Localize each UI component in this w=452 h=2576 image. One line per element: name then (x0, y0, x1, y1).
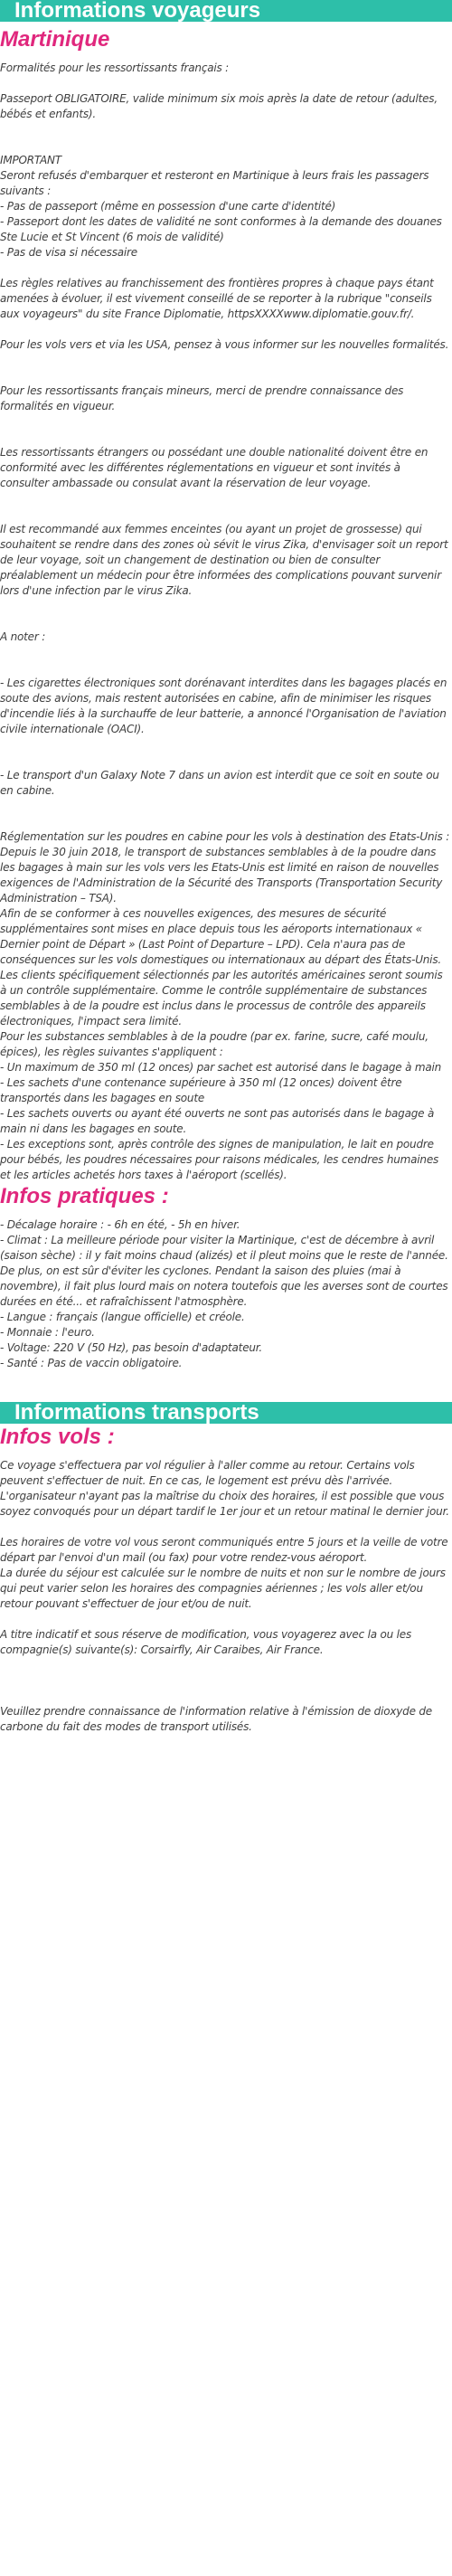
paragraph (0, 491, 452, 507)
paragraph: Il est recommandé aux femmes enceintes (ou ayant un projet de grossesse) qui souhaitent se rendre dans des zones où sévit le virus Zika, d'envisager soit un report de leur voyage, soit un changement de destination ou bien de consulter préalablement un médecin pour être informées des complications pouvant survenir lors d'une infection par le virus Zika. (0, 523, 448, 597)
flights-info-title: Infos vols : (0, 1425, 115, 1449)
paragraph (0, 660, 452, 676)
paragraph: Les ressortissants étrangers ou possédant une double nationalité doivent être en conformité avec les différentes réglementations en vigueur et sont invités à consulter ambassade ou consulat avant la réservation de leur voyage. (0, 446, 428, 489)
paragraph (0, 1673, 452, 1689)
destination-title: Martinique (0, 27, 110, 52)
paragraph (0, 737, 452, 753)
paragraph (0, 368, 452, 384)
paragraph (0, 430, 452, 445)
paragraph: Les règles relatives au franchissement des frontières propres à chaque pays étant amenées à évoluer, il est vivement conseillé de se reporter à la rubrique "conseils aux voyageurs" du site France Diplomatie, httpsXXXXwww.diplomatie.gouv.fr/. (0, 277, 434, 320)
paragraph (0, 753, 452, 768)
practical-info-content (0, 1217, 452, 1371)
paragraph: Formalités pour les ressortissants français : (0, 62, 230, 74)
flights-info-content (0, 1458, 452, 1735)
paragraph (0, 799, 452, 814)
paragraph: Ce voyage s'effectuera par vol régulier à l'aller comme au retour. Certains vols peuvent s'effectuer de nuit. En ce cas, le logement est prévu dès l'arrivée. L'organisateur n'ayant pas la maîtrise du choix des horaires, il est possible que vous soyez convoqués pour un départ tardif le 1er jour et un retour matinal le dernier jour. (0, 1459, 449, 1518)
paragraph (0, 599, 452, 614)
travel-info-content (0, 61, 452, 1183)
paragraph: Veuillez prendre connaissance de l'information relative à l'émission de dioxyde de carbone du fait des modes de transport utilisés. (0, 1705, 432, 1733)
paragraph: IMPORTANT Seront refusés d'embarquer et resteront en Martinique à leurs frais les passagers suivants : - Pas de passeport (même en possession d'une carte d'identité) - Passeport dont les dates de validité ne sont conformes à la demande des douanes Ste Lucie et St Vincent (6 mois de validité) - Pas de visa si nécessaire (0, 154, 442, 259)
paragraph: - Le transport d'un Galaxy Note 7 dans un avion est interdit que ce soit en soute ou en cabine. (0, 769, 439, 797)
paragraph (0, 614, 452, 630)
paragraph (0, 353, 452, 368)
paragraph: A titre indicatif et sous réserve de modification, vous voyagerez avec la ou les compagnie(s) suivante(s): Corsairfly, Air Caraibes, Air France. (0, 1628, 412, 1656)
paragraph: Les horaires de votre vol vous seront communiqués entre 5 jours et la veille de votre départ par l'envoi d'un mail (ou fax) pour votre rendez-vous aéroport. La durée du séjour est calculée sur le nombre de nuits et non sur le nombre de jours qui peut varier selon les horaires des compagnies aériennes ; les vols aller et/ou retour pouvant s'effectuer de jour et/ou de nuit. (0, 1536, 448, 1610)
paragraph (0, 322, 452, 337)
paragraph (0, 414, 452, 430)
paragraph: Réglementation sur les poudres en cabine pour les vols à destination des Etats-Unis : Depuis le 30 juin 2018, le transport de substances semblables à de la poudre dans les bagages à main sur les vols vers les Etats-Unis est limité en raison de nouvelles exigences de l'Administration de la Sécurité des Transports (Transportation Security Administration – TSA). Afin de se conformer à ces nouvelles exigences, des mesures de sécurité supplémentaires sont mises en place depuis tous les aéroports internationaux « Dernier point de Départ » (Last Point of Departure – LPD). Cela n'aura pas de conséquences sur les vols domestiques ou internationaux au départ des États-Unis. Les clients spécifiquement sélectionnés par les autorités américaines seront soumis à un contrôle supplémentaire. Comme le contrôle supplémentaire de substances semblables à de la poudre est inclus dans le processus de contrôle des appareils électroniques, l'impact sera limité. Pour les substances semblables à de la poudre (par ex. farine, sucre, café moulu, épices), les règles suivantes s'appliquent : - Un maximum de 350 ml (12 onces) par sachet est autorisé dans le bagage à main - Les sachets d'une contenance supérieure à 350 ml (12 onces) doivent être transportés dans les bagages en soute - Les sachets ouverts ou ayant été ouverts ne sont pas autorisés dans le bagage à main ni dans les bagages en soute. - Les exceptions sont, après contrôle des signes de manipulation, le lait en poudre pour bébés, les poudres nécessaires pour raisons médicales, les cendres humaines et les articles achetés hors taxes à l'aéroport (scellés). (0, 830, 450, 1181)
paragraph: Passeport OBLIGATOIRE, valide minimum six mois après la date de retour (adultes, bébés et enfants). (0, 92, 438, 120)
paragraph (0, 1520, 452, 1535)
paragraph (0, 122, 452, 137)
paragraph (0, 260, 452, 276)
practical-info-title: Infos pratiques : (0, 1184, 169, 1208)
paragraph: Pour les vols vers et via les USA, pensez à vous informer sur les nouvelles formalités. (0, 338, 449, 351)
paragraph (0, 1689, 452, 1704)
paragraph (0, 645, 452, 660)
paragraph: A noter : (0, 630, 46, 643)
paragraph: - Décalage horaire : - 6h en été, - 5h en hiver. - Climat : La meilleure période pour visiter la Martinique, c'est de décembre à avril (saison sèche) : il y fait moins chaud (alizés) et il pleut moins que le reste de l'année. De plus, on est sûr d'éviter les cyclones. Pendant la saison des pluies (mai à novembre), il fait plus lourd mais on notera toutefois que les averses sont de courtes durées en été... et rafraîchissent l'atmosphère. - Langue : français (langue officielle) et créole. - Monnaie : l'euro. - Voltage: 220 V (50 Hz), pas besoin d'adaptateur. - Santé : Pas de vaccin obligatoire. (0, 1218, 448, 1369)
paragraph (0, 1612, 452, 1627)
paragraph: - Les cigarettes électroniques sont dorénavant interdites dans les bagages placés en soute des avions, mais restent autorisées en cabine, afin de minimiser les risques d'incendie liés à la surchauffe de leur batterie, a annoncé l'Organisation de l'aviation civile internationale (OACI). (0, 677, 447, 735)
paragraph: Pour les ressortissants français mineurs, merci de prendre connaissance des formalités en vigueur. (0, 384, 404, 412)
paragraph (0, 76, 452, 91)
section-header-transport: Informations transports (0, 1402, 452, 1424)
paragraph (0, 507, 452, 522)
transport-info-section (0, 1402, 452, 1735)
paragraph (0, 1658, 452, 1673)
paragraph (0, 137, 452, 153)
paragraph (0, 814, 452, 829)
section-header-travelers: Informations voyageurs (0, 0, 452, 22)
